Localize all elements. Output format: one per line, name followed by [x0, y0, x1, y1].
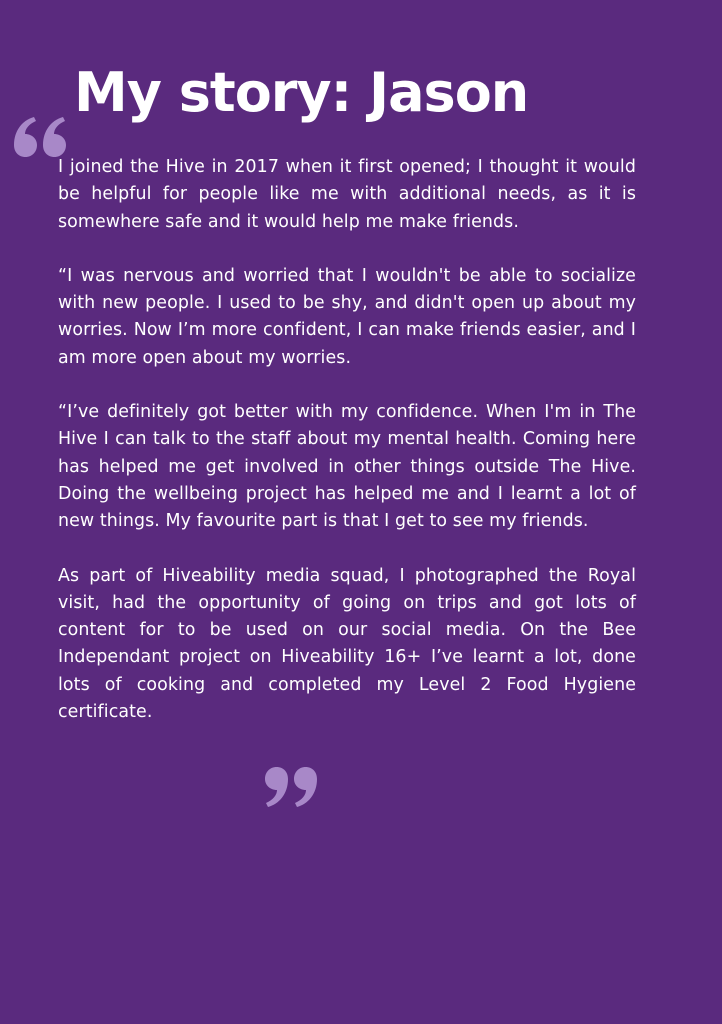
- story-paragraph-3: “I’ve definitely got better with my confidence. When I'm in The Hive I can talk to the staff about my mental health. Coming here has helped me get involved in other things outside The Hive. Doing the wellbeing project has helped me and I learnt a lot of new things. My favourite part is that I get to see my friends.: [58, 402, 636, 532]
- close-quote-icon: [262, 764, 322, 814]
- page-title: My story: Jason: [74, 61, 529, 124]
- story-paragraph-4: As part of Hiveability media squad, I photographed the Royal visit, had the opportunity of going on trips and got lots of content for to be used on our social media. On the Bee Independant project on Hiveability 16+ I’ve learnt a lot, done lots of cooking and completed my Level 2 Food Hygiene certificate.: [58, 565, 636, 723]
- story-paragraph-2: “I was nervous and worried that I wouldn't be able to socialize with new people. I used to be shy, and didn't open up about my worries. Now I’m more confident, I can make friends easier, and I am more open about my worries.: [58, 265, 636, 368]
- story-body: [58, 154, 636, 726]
- story-paragraph-1: I joined the Hive in 2017 when it first opened; I thought it would be helpful for people like me with additional needs, as it is somewhere safe and it would help me make friends.: [58, 157, 636, 232]
